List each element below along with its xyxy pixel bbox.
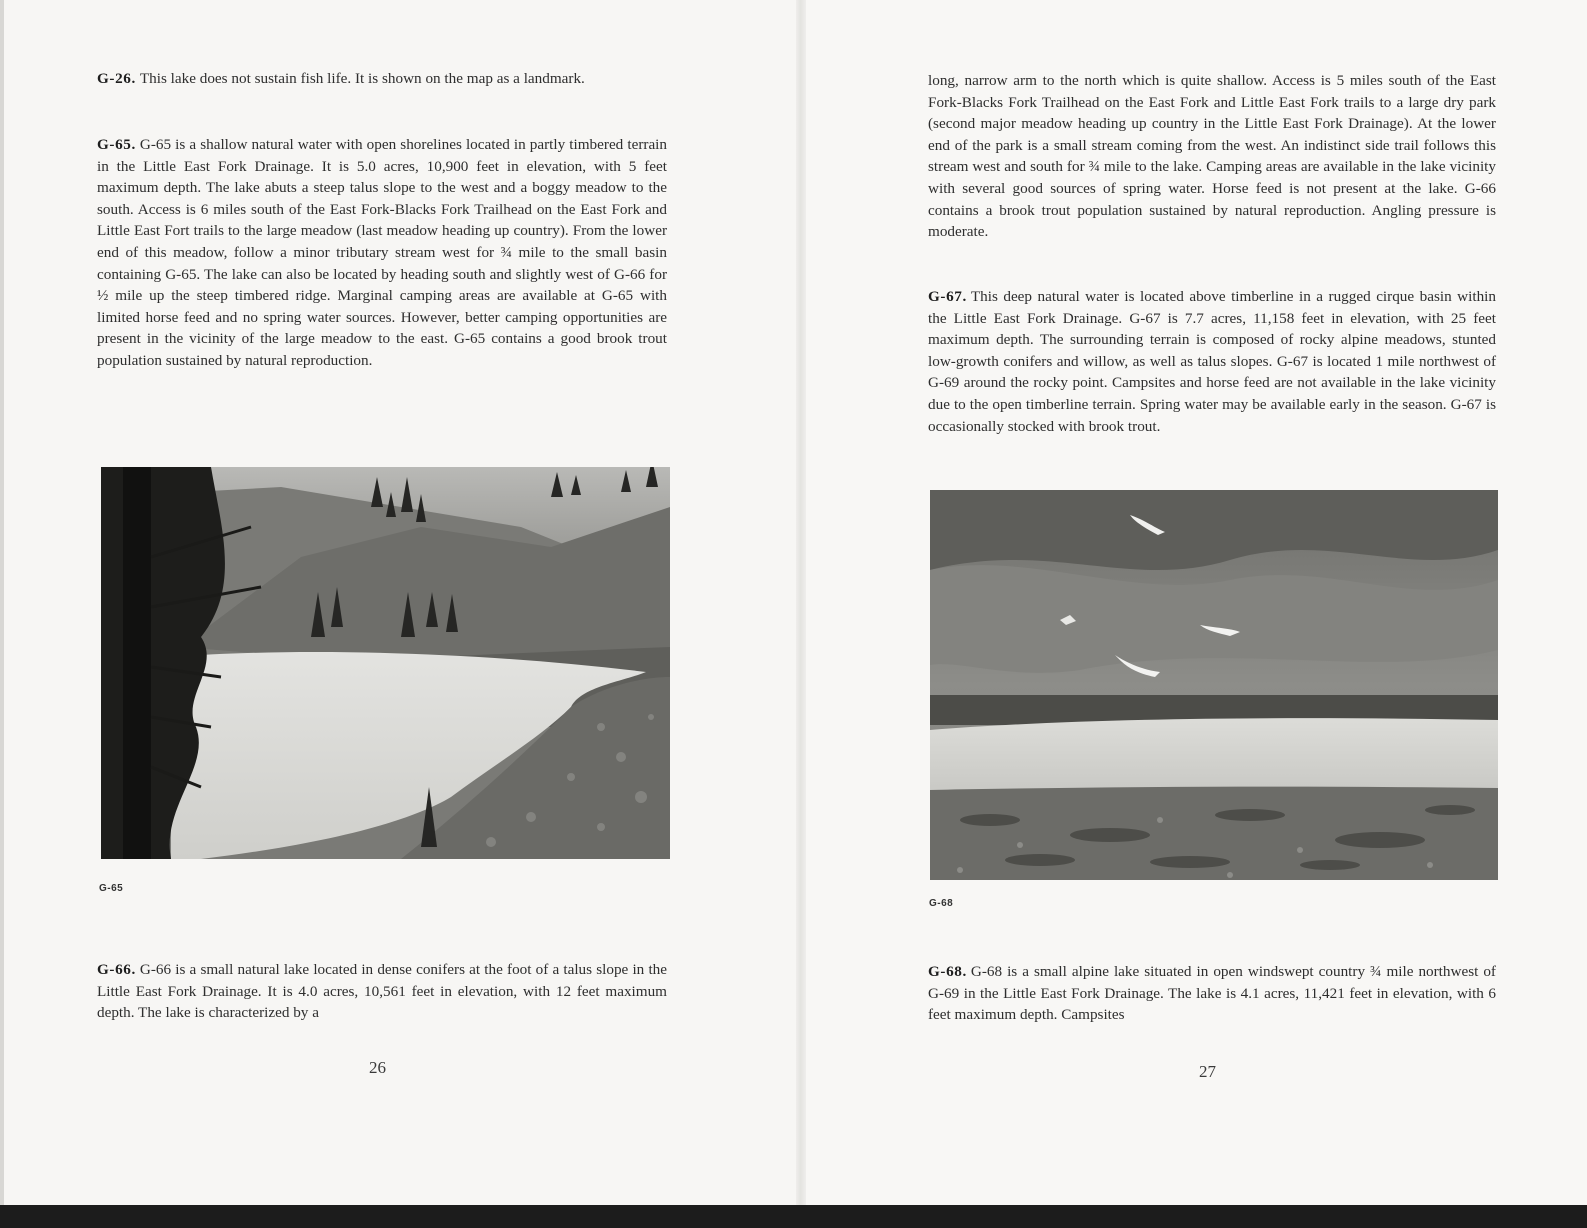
scanner-bottom-edge	[0, 1205, 1587, 1228]
photo-caption-g68: G-68	[929, 898, 954, 909]
entry-g66	[97, 959, 667, 1024]
entry-label: G-26.	[97, 70, 136, 87]
lake-photo-graphic	[101, 467, 670, 859]
photo-g68	[930, 490, 1498, 880]
entry-text: G-68 is a small alpine lake situated in open windswept country ¾ mile northwest of G-69 in the Little East Fork Drainage. The lake is 4.1 acres, 11,421 feet in elevation, with 6 feet maximum depth. Campsites	[928, 963, 1496, 1024]
book-gutter	[796, 0, 806, 1228]
entry-text: long, narrow arm to the north which is quite shallow. Access is 5 miles south of the East Fork-Blacks Fork Trailhead on the East Fork and Little East Fork trails to a large dry park (second major meadow heading up country in the Little East Fork Drainage). At the lower end of the park is a small stream coming from the west. An indistinct side trail follows this stream west and south for ¾ mile to the lake. Camping areas are available in the lake vicinity with several good sources of spring water. Horse feed is not present at the lake. G-66 contains a brook trout population sustained by natural reproduction. Angling pressure is moderate.	[928, 72, 1496, 241]
entry-label: G-66.	[97, 961, 136, 978]
photo-g65	[101, 467, 670, 859]
photo-caption-g65: G-65	[99, 883, 124, 894]
entry-g26	[97, 68, 667, 90]
entry-label: G-68.	[928, 963, 967, 980]
entry-g68	[928, 961, 1496, 1026]
book-edge	[0, 0, 4, 1228]
entry-g67	[928, 286, 1496, 437]
entry-g66-continued	[928, 70, 1496, 243]
entry-text: G-65 is a shallow natural water with open shorelines located in partly timbered terrain in the Little East Fork Drainage. It is 5.0 acres, 10,900 feet in elevation, with 5 feet maximum depth. The lake abuts a steep talus slope to the west and a boggy meadow to the south. Access is 6 miles south of the East Fork-Blacks Fork Trailhead on the East Fork and Little East Fort trails to the large meadow (last meadow heading up country). From the lower end of this meadow, follow a minor tributary stream west for ¾ mile to the small basin containing G-65. The lake can also be located by heading south and slightly west of G-66 for ½ mile up the steep timbered ridge. Marginal camping areas are available at G-65 with limited horse feed and no spring water sources. However, better camping opportunities are present in the vicinity of the large meadow to the east. G-65 contains a good brook trout population sustained by natural reproduction.	[97, 136, 667, 369]
alpine-lake-photo-graphic	[930, 490, 1498, 880]
entry-text: G-66 is a small natural lake located in dense conifers at the foot of a talus slope in the Little East Fork Drainage. It is 4.0 acres, 10,561 feet in elevation, with 12 feet maximum depth. The lake is characterized by a	[97, 961, 667, 1022]
entry-text: This deep natural water is located above timberline in a rugged cirque basin within the Little East Fork Drainage. G-67 is 7.7 acres, 11,158 feet in elevation, with 25 feet maximum depth. The surrounding terrain is composed of rocky alpine meadows, stunted low-growth conifers and willow, as well as talus slopes. G-67 is located 1 mile northwest of G-69 around the rocky point. Campsites and horse feed are not available in the lake vicinity due to the open timberline terrain. Spring water may be available early in the season. G-67 is occasionally stocked with brook trout.	[928, 288, 1496, 435]
entry-text: This lake does not sustain fish life. It is shown on the map as a landmark.	[139, 70, 585, 87]
entry-label: G-67.	[928, 288, 967, 305]
entry-g65	[97, 134, 667, 372]
page-number-right: 27	[1199, 1062, 1216, 1081]
entry-label: G-65.	[97, 136, 136, 153]
page-number-left: 26	[369, 1058, 386, 1077]
